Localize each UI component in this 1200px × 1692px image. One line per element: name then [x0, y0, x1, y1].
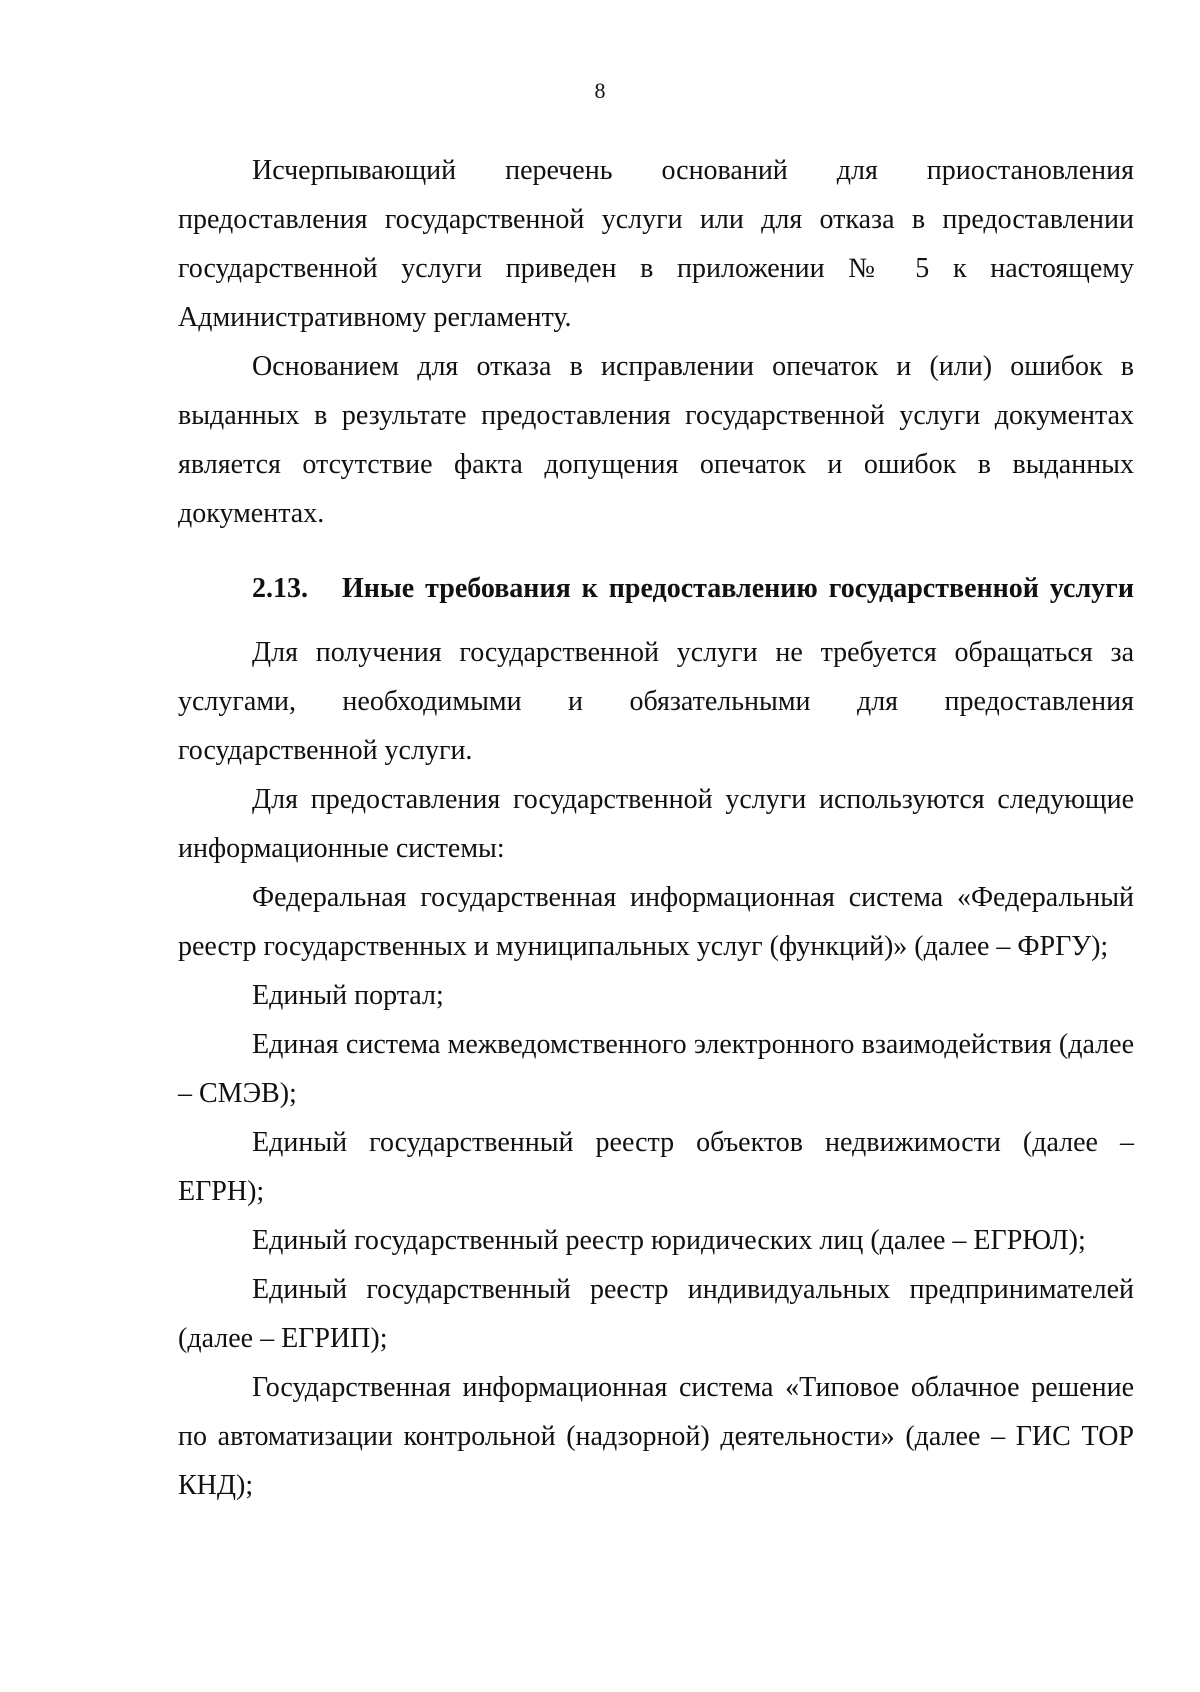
paragraph-suspension-grounds: Исчерпывающий перечень оснований для приостановления предоставления государственной услуги или для отказа в предоставлении государственной услуги приведен в приложении № 5 к настоящему Административному регламенту.	[178, 155, 1134, 333]
section-body	[178, 628, 1134, 1510]
list-item-egrip: Единый государственный реестр индивидуальных предпринимателей (далее – ЕГРИП);	[178, 1274, 1134, 1354]
list-item-unified-portal: Единый портал;	[252, 980, 444, 1011]
list-item-gis-tor-knd: Государственная информационная система «Типовое облачное решение по автоматизации контрольной (надзорной) деятельности» (далее – ГИС ТОР КНД);	[178, 1372, 1134, 1501]
intro-block	[178, 146, 1134, 538]
list-item-frgu: Федеральная государственная информационная система «Федеральный реестр государственных и муниципальных услуг (функций)» (далее – ФРГУ);	[178, 882, 1134, 962]
page-number: 8	[594, 78, 606, 103]
paragraph-info-systems-intro: Для предоставления государственной услуги используются следующие информационные системы:	[178, 784, 1134, 864]
section-title: Иные требования к предоставлению государственной услуги	[342, 573, 1134, 604]
list-item-egrn: Единый государственный реестр объектов недвижимости (далее – ЕГРН);	[178, 1127, 1134, 1207]
section-heading-block	[178, 564, 1134, 613]
section-number: 2.13.	[252, 573, 308, 604]
list-item-egrul: Единый государственный реестр юридических лиц (далее – ЕГРЮЛ);	[252, 1225, 1086, 1256]
section-heading	[178, 564, 1134, 613]
paragraph-no-extra-services: Для получения государственной услуги не требуется обращаться за услугами, необходимыми и обязательными для предоставления государственной услуги.	[178, 637, 1134, 766]
list-item-smev: Единая система межведомственного электронного взаимодействия (далее – СМЭВ);	[178, 1029, 1134, 1109]
paragraph-correction-refusal: Основанием для отказа в исправлении опечаток и (или) ошибок в выданных в результате предоставления государственной услуги документах является отсутствие факта допущения опечаток и ошибок в выданных документах.	[178, 351, 1134, 529]
